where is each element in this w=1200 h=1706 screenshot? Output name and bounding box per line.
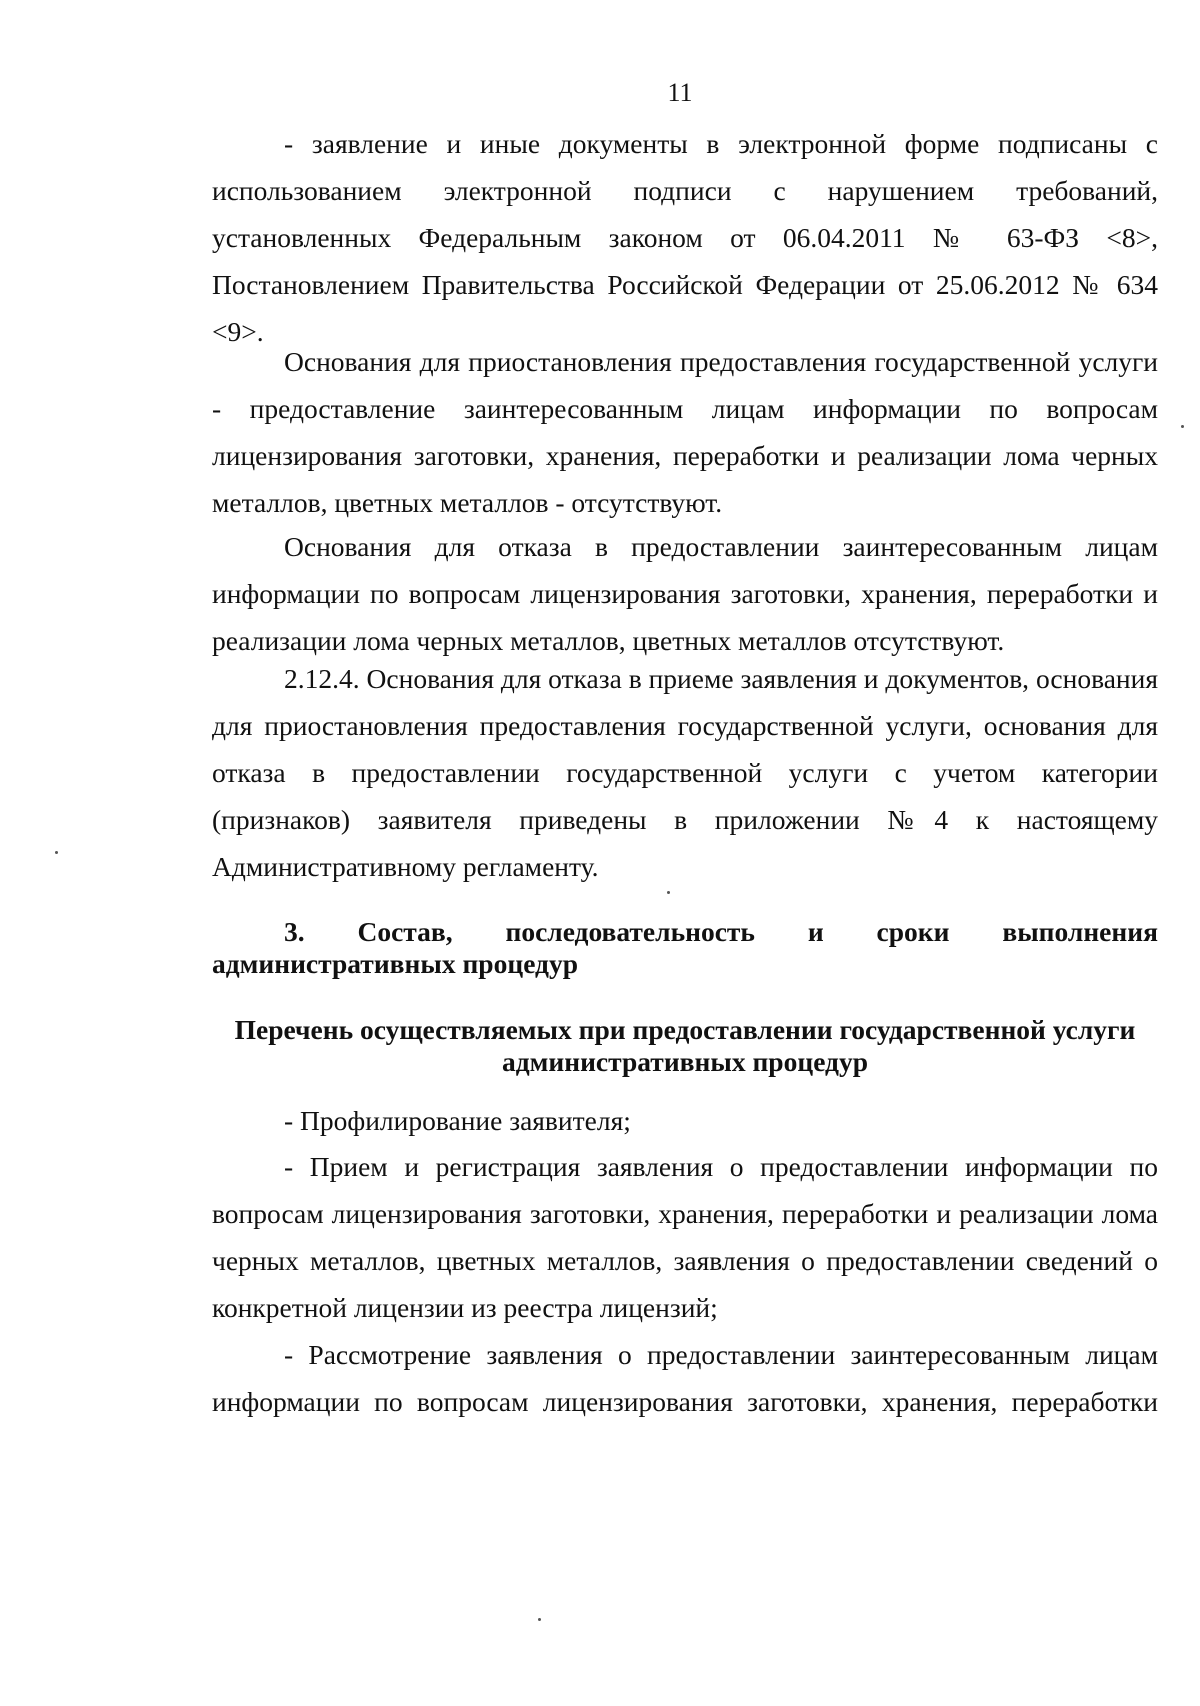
- section-3-heading: [212, 916, 1158, 980]
- scan-speck: [667, 891, 670, 894]
- procedures-list-heading: [212, 1014, 1158, 1078]
- paragraph-refusal-grounds: Основания для отказа в предоставлении заинтересованным лицам информации по вопросам лицензирования заготовки, хранения, переработки и реализации лома черных металлов, цветных металлов отсутствуют.: [212, 531, 1158, 656]
- section-3-word: выполнения: [1002, 916, 1158, 947]
- section-3-heading-line2: административных процедур: [212, 948, 578, 979]
- section-3-word: и: [807, 916, 824, 947]
- page-number: 11: [667, 78, 693, 107]
- section-3-word: последовательность: [505, 916, 755, 947]
- list-item-review: - Рассмотрение заявления о предоставлении заинтересованным лицам информации по вопросам лицензирования заготовки, хранения, переработки: [212, 1339, 1158, 1417]
- scan-speck: [1181, 425, 1184, 428]
- section-3-word: сроки: [876, 916, 950, 947]
- paragraph-2-12-4: 2.12.4. Основания для отказа в приеме заявления и документов, основания для приостановления предоставления государственной услуги, основания для отказа в предоставлении государственной услуги с учетом категории (признаков) заявителя приведены в приложении №4 к настоящему Административному регламенту.: [212, 663, 1158, 882]
- paragraph-suspension-grounds: Основания для приостановления предоставления государственной услуги - предоставление заинтересованным лицам информации по вопросам лицензирования заготовки, хранения, переработки и реализации лома черных металлов, цветных металлов - отсутствуют.: [212, 346, 1158, 518]
- scan-speck: [538, 1618, 541, 1621]
- list-item-profiling: - Профилирование заявителя;: [284, 1105, 631, 1136]
- procedures-list-heading-line2: административных процедур: [502, 1046, 868, 1077]
- procedures-list-heading-line1: Перечень осуществляемых при предоставлении государственной услуги: [234, 1014, 1136, 1045]
- section-3-word: Состав,: [357, 916, 453, 947]
- paragraph-signature-violation: - заявление и иные документы в электронной форме подписаны с использованием электронной подписи с нарушением требований, установленных Федеральным законом от 06.04.2011 № 63-ФЗ <8>, Постановлением Правительства Российской Федерации от 25.06.2012 № 634 <9>.: [212, 128, 1158, 347]
- list-item-reception: - Прием и регистрация заявления о предоставлении информации по вопросам лицензирования заготовки, хранения, переработки и реализации лома черных металлов, цветных металлов, заявления о предоставлении сведений о конкретной лицензии из реестра лицензий;: [212, 1151, 1158, 1323]
- section-3-number: 3.: [284, 916, 305, 947]
- scan-speck: [55, 851, 58, 854]
